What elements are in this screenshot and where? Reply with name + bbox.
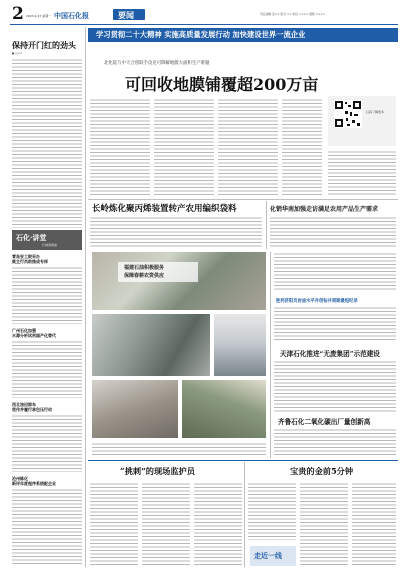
issue-date: 2023.2.27 星期一 bbox=[26, 14, 52, 18]
photo-story-text bbox=[92, 442, 266, 456]
photo-right bbox=[214, 314, 266, 376]
photo-bottom-right bbox=[182, 380, 266, 438]
right-h3: 齐鲁石化二氧化碳出厂量创新高 bbox=[278, 418, 371, 426]
qr-code-icon[interactable] bbox=[334, 100, 362, 128]
huajin-headline: 化销华南加强走访满足农用产品生产需求 bbox=[270, 206, 379, 213]
bottom-right-body-1 bbox=[248, 482, 296, 540]
right-h3-body bbox=[274, 428, 396, 456]
paper-name: 中国石化报 bbox=[54, 11, 89, 20]
masthead-info: 责任编辑 张×× 版式 ×× 电话 ×××× 邮箱 ×××× bbox=[260, 12, 326, 16]
lead-body-col1 bbox=[90, 98, 150, 196]
corner-tag-label: 走近一线 bbox=[254, 551, 282, 560]
left-item5-title: 沧州炼化 新评年度程序系统配企业 bbox=[12, 476, 56, 486]
bottom-divider bbox=[244, 462, 245, 567]
corner-tag bbox=[250, 546, 296, 566]
bottom-left-headline: “挑刺”的现场监护员 bbox=[120, 466, 195, 476]
mid-divider bbox=[266, 201, 267, 249]
left-item3-title: 广州石化加强 水源分析试剂国产化替代 bbox=[12, 328, 56, 338]
masthead-rule bbox=[10, 24, 398, 25]
qr-panel bbox=[328, 96, 396, 146]
lead-body-col3 bbox=[218, 98, 278, 196]
bottom-right-body-3 bbox=[352, 482, 396, 566]
left-column-divider bbox=[85, 27, 86, 567]
bottom-left-body-2 bbox=[142, 482, 190, 566]
right-h1-body bbox=[274, 306, 396, 342]
changling-body bbox=[90, 216, 262, 248]
photo-caption-box bbox=[118, 262, 198, 282]
right-h2: 天津石化推进“无废集团”示范建设 bbox=[280, 350, 380, 358]
right-h2-body bbox=[274, 360, 396, 412]
bottom-left-body-3 bbox=[194, 482, 242, 566]
qr-caption: 扫码了解更多 bbox=[366, 110, 385, 114]
left-top-byline: ■ 吕×× bbox=[12, 52, 23, 55]
huajin-cont bbox=[274, 252, 396, 292]
photo-bottom-left bbox=[92, 380, 178, 438]
lead-side-body bbox=[328, 150, 396, 196]
right-lower-divider bbox=[270, 252, 271, 458]
lead-headline: 可回收地膜铺覆超200万亩 bbox=[125, 75, 319, 94]
photo-middle bbox=[92, 314, 210, 376]
masthead bbox=[10, 5, 398, 23]
section-name: 要闻 bbox=[118, 10, 134, 20]
photo-top bbox=[92, 252, 266, 310]
badge-sub: 长城润滑油 bbox=[42, 243, 58, 247]
banner-text: 学习贯彻二十大精神 实施高质量发展行动 加快建设世界一流企业 bbox=[96, 30, 306, 39]
left-top-title: 保持开门红的劲头 bbox=[12, 40, 76, 50]
photo-caption-1: 福建石油积极服务 bbox=[124, 265, 165, 271]
bottom-left-body-1 bbox=[90, 482, 138, 566]
lead-kicker: 北化院与中天合创联手攻克可降解地膜大面积生产难题 bbox=[104, 61, 210, 66]
lead-body-col2 bbox=[154, 98, 214, 196]
left-item4-title: 西北油田卸车 底作并履行承包压行动 bbox=[12, 402, 52, 412]
changling-headline: 长岭炼化聚丙烯装置转产农用编织袋料 bbox=[92, 204, 237, 214]
lead-bottom-rule bbox=[88, 199, 398, 200]
badge-label: 石化·讲堂 bbox=[16, 233, 47, 242]
left-item5-body bbox=[12, 488, 82, 564]
huajin-body bbox=[270, 216, 396, 248]
left-item3-body bbox=[12, 340, 82, 398]
left-badge bbox=[12, 230, 82, 250]
page-number: 2 bbox=[12, 4, 24, 24]
lead-body-col4 bbox=[282, 98, 322, 196]
bottom-right-headline: 宝贵的金前5分钟 bbox=[290, 466, 354, 476]
photo-caption-2: 保障春耕农资供应 bbox=[124, 273, 165, 279]
left-item2-body bbox=[12, 266, 82, 324]
left-item4-body bbox=[12, 414, 82, 472]
left-top-body bbox=[12, 58, 82, 228]
right-h1: 胜利济阳页岩油水平井创钻井周期最短纪录 bbox=[276, 299, 358, 304]
bottom-section-rule bbox=[88, 460, 398, 461]
left-item2-title: 青岛安工院采办 既主行员助推成专样 bbox=[12, 254, 48, 264]
theme-banner bbox=[88, 28, 398, 42]
bottom-right-body-2 bbox=[300, 482, 348, 566]
